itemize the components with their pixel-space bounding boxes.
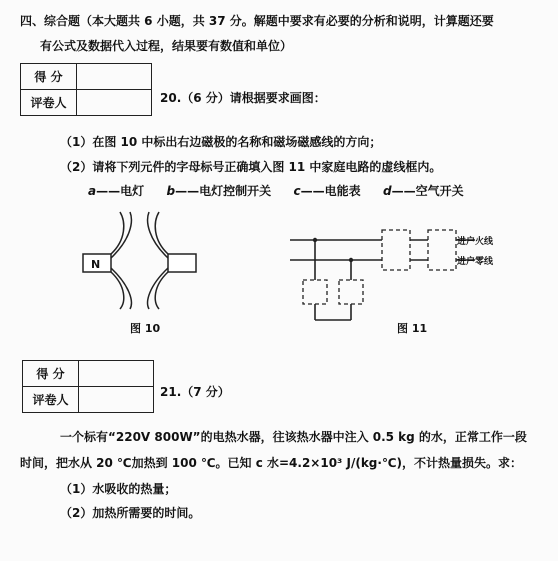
score-label: 得 分 [23, 361, 79, 387]
grader-cell [79, 387, 154, 413]
q20-legend [88, 182, 464, 199]
legend-label-c: ——电能表 [300, 184, 361, 198]
dashed-box-switch [303, 280, 327, 304]
q20-item1: （1）在图 10 中标出右边磁极的名称和磁场磁感线的方向； [60, 135, 382, 149]
section-heading-line1: 四、综合题（本大题共 6 小题，共 37 分。解题中要求有必要的分析和说明，计算题还要 [20, 14, 494, 28]
field-line [111, 272, 124, 309]
q21-body-line2: 时间，把水从 20 ℃加热到 100 ℃。已知 c 水=4.2×10³ J/(kg·℃)，不计热量损失。求： [20, 456, 522, 470]
dashed-box-breaker [428, 230, 456, 270]
legend-key-c: c [293, 184, 301, 198]
neutral-wire-label: 进户零线 [457, 257, 494, 267]
field-line [155, 272, 168, 309]
q21-title: 21.（7 分） [160, 385, 230, 399]
score-box-q21 [22, 360, 154, 413]
field-line [155, 212, 168, 254]
field-line [111, 212, 124, 254]
section-heading-line2: 有公式及数据代入过程，结果要有数值和单位） [40, 39, 293, 53]
figure-11-circuit [285, 220, 525, 330]
grader-cell [77, 90, 152, 116]
q21-item2: （2）加热所需要的时间。 [60, 506, 201, 520]
q21-item1: （1）水吸收的热量； [60, 482, 177, 496]
legend-key-a: a [88, 184, 97, 198]
q20-title: 20.（6 分）请根据要求画图： [160, 91, 326, 105]
score-label: 得 分 [21, 64, 77, 90]
live-wire-label: 进户火线 [457, 237, 494, 247]
score-cell [77, 64, 152, 90]
legend-label-d: ——空气开关 [391, 184, 464, 198]
dashed-box-meter [382, 230, 410, 270]
score-box-q20 [20, 63, 152, 116]
grader-label: 评卷人 [23, 387, 79, 413]
legend-key-d: d [383, 184, 392, 198]
q20-item2: （2）请将下列元件的字母标号正确填入图 11 中家庭电路的虚线框内。 [60, 160, 442, 174]
figure-10-caption: 图 10 [130, 322, 161, 335]
north-pole-label: N [91, 258, 101, 271]
score-cell [79, 361, 154, 387]
legend-key-b: b [166, 184, 176, 198]
legend-label-b: ——电灯控制开关 [175, 184, 272, 198]
legend-label-a: ——电灯 [96, 184, 145, 198]
dashed-box-lamp [339, 280, 363, 304]
right-magnet-pole [168, 254, 196, 272]
grader-label: 评卷人 [21, 90, 77, 116]
q21-body-line1: 一个标有“220V 800W”的电热水器，往该热水器中注入 0.5 kg 的水，正常工作一段 [60, 430, 527, 444]
figure-10-magnets [78, 210, 203, 310]
figure-11-caption: 图 11 [397, 322, 428, 335]
